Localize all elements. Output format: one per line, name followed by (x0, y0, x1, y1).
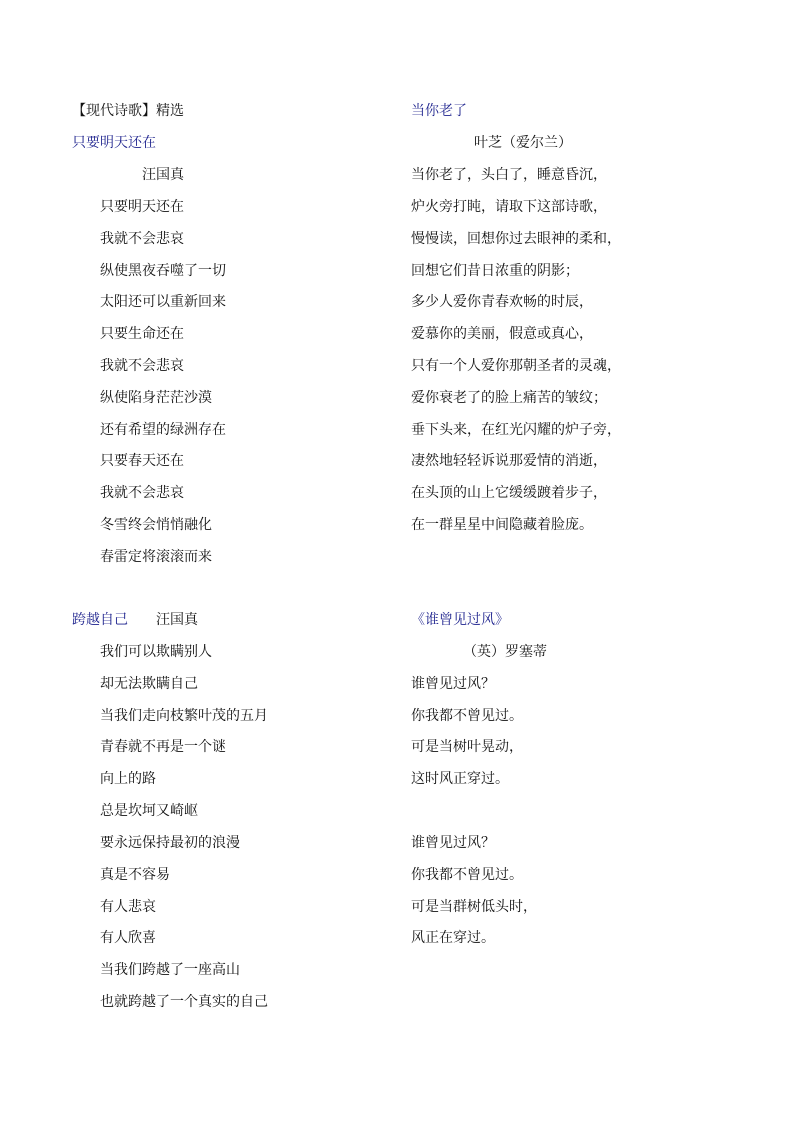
poem-line: 有人欣喜 (100, 930, 156, 946)
poem-title: 当你老了 (411, 103, 467, 119)
poem-line: 回想它们昔日浓重的阴影； (411, 263, 579, 279)
poem-line: 这时风正穿过。 (411, 771, 509, 787)
poem-line: 我就不会悲哀 (100, 358, 184, 374)
poem-line: 当你老了，头白了，睡意昏沉， (411, 167, 607, 183)
poem-line: 只要明天还在 (100, 199, 184, 215)
poem-line: 风正在穿过。 (411, 930, 495, 946)
poem-author: 叶芝（爱尔兰） (474, 135, 572, 151)
poem-line: 当我们跨越了一座高山 (100, 962, 240, 978)
collection-header: 【现代诗歌】精选 (72, 103, 184, 119)
poem-line: 还有希望的绿洲存在 (100, 422, 226, 438)
poem-title: 跨越自己 (72, 612, 128, 628)
poem-line: 太阳还可以重新回来 (100, 294, 226, 310)
poem-line: 向上的路 (100, 771, 156, 787)
poem-line: 在头顶的山上它缓缓踱着步子， (411, 485, 607, 501)
poem-line: 爱你衰老了的脸上痛苦的皱纹； (411, 390, 607, 406)
poem-line: 凄然地轻轻诉说那爱情的消逝， (411, 453, 607, 469)
poem-line: 慢慢读，回想你过去眼神的柔和， (411, 231, 621, 247)
poem-line: 在一群星星中间隐藏着脸庞。 (411, 517, 593, 533)
poem-author: 汪国真 (156, 612, 198, 628)
poem-title: 只要明天还在 (72, 135, 156, 151)
poem-line: 炉火旁打盹，请取下这部诗歌， (411, 199, 607, 215)
poem-line: 你我都不曾见过。 (411, 708, 523, 724)
poem-line: 可是当树叶晃动， (411, 739, 523, 755)
poem-line: 总是坎坷又崎岖 (100, 803, 198, 819)
poem-line: 青春就不再是一个谜 (100, 739, 226, 755)
poem-line: 只要生命还在 (100, 326, 184, 342)
poem-line: 你我都不曾见过。 (411, 867, 523, 883)
poem-line: 只要春天还在 (100, 453, 184, 469)
poem-line: 谁曾见过风？ (411, 835, 495, 851)
poem-line: 冬雪终会悄悄融化 (100, 517, 212, 533)
poem-line: 我就不会悲哀 (100, 485, 184, 501)
poem-title: 《谁曾见过风》 (411, 612, 509, 628)
poem-author: 汪国真 (142, 167, 184, 183)
poem-author: （英）罗塞蒂 (463, 644, 547, 660)
poem-line: 也就跨越了一个真实的自己 (100, 994, 268, 1010)
poem-line: 纵使黑夜吞噬了一切 (100, 263, 226, 279)
poem-line: 爱慕你的美丽，假意或真心， (411, 326, 593, 342)
poem-line: 要永远保持最初的浪漫 (100, 835, 240, 851)
poem-line: 真是不容易 (100, 867, 170, 883)
poem-line: 多少人爱你青春欢畅的时辰， (411, 294, 593, 310)
poem-line: 只有一个人爱你那朝圣者的灵魂， (411, 358, 621, 374)
poem-line: 我就不会悲哀 (100, 231, 184, 247)
poem-line: 当我们走向枝繁叶茂的五月 (100, 708, 268, 724)
poem-line: 谁曾见过风？ (411, 676, 495, 692)
poem-line: 可是当群树低头时， (411, 899, 537, 915)
poem-line: 却无法欺瞒自己 (100, 676, 198, 692)
poem-line: 有人悲哀 (100, 899, 156, 915)
poem-line: 我们可以欺瞒别人 (100, 644, 212, 660)
poem-line: 垂下头来，在红光闪耀的炉子旁， (411, 422, 621, 438)
poem-line: 纵使陷身茫茫沙漠 (100, 390, 212, 406)
poem-line: 春雷定将滚滚而来 (100, 549, 212, 565)
